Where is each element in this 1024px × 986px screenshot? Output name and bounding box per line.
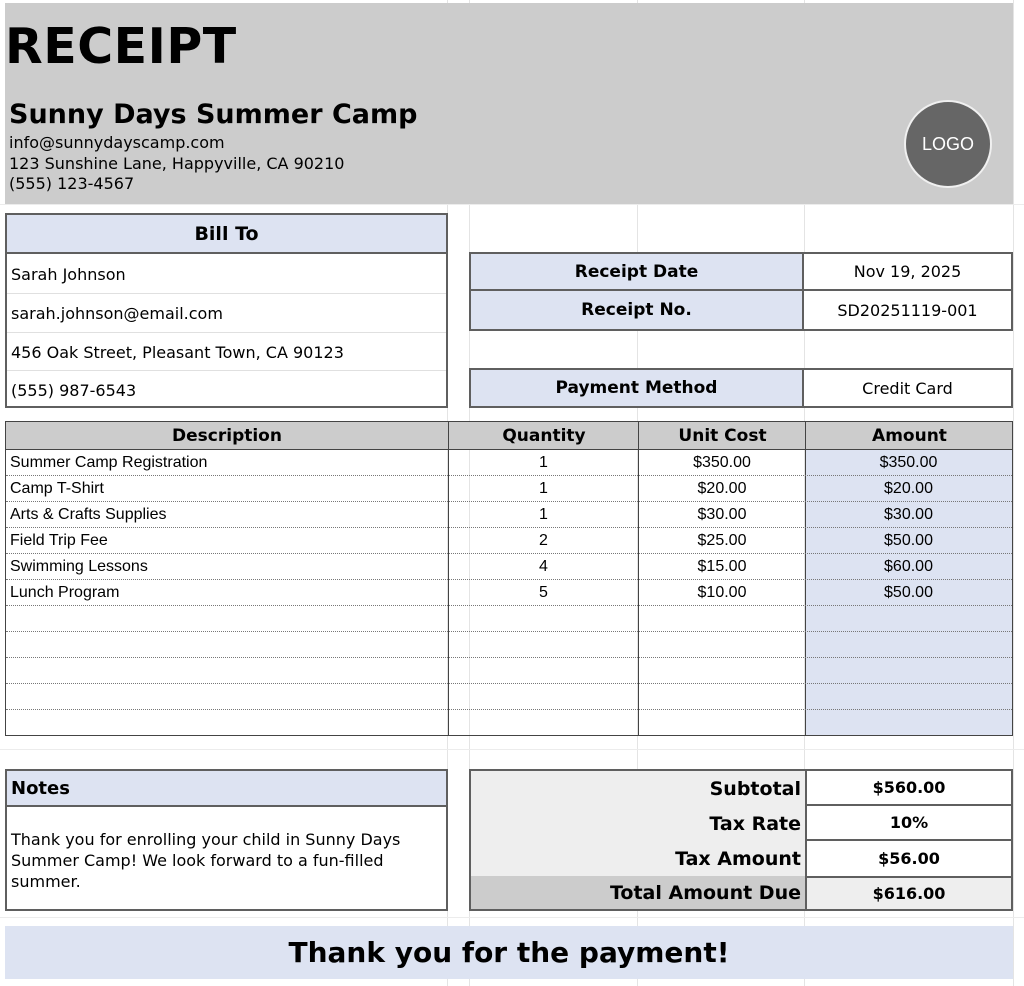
item-description: Swimming Lessons	[10, 557, 148, 575]
sheet-gridline	[0, 204, 1024, 205]
item-amount: $50.00	[884, 531, 933, 549]
bill-to-phone: (555) 987-6543	[7, 370, 446, 409]
company-phone: (555) 123-4567	[9, 174, 135, 193]
total-value: $616.00	[805, 876, 1011, 909]
tax-rate-label: Tax Rate	[471, 806, 805, 841]
table-row	[6, 450, 1012, 476]
item-unit-cost: $350.00	[693, 453, 751, 471]
summary-box	[469, 769, 1013, 911]
company-address: 123 Sunshine Lane, Happyville, CA 90210	[9, 154, 345, 173]
item-unit-cost: $20.00	[697, 479, 747, 497]
table-row-empty	[6, 684, 1012, 710]
item-description: Lunch Program	[10, 583, 120, 601]
items-table-body	[5, 450, 1013, 736]
item-unit-cost: $10.00	[697, 583, 747, 601]
column-header-quantity: Quantity	[448, 422, 639, 449]
table-row-empty	[6, 658, 1012, 684]
item-description: Arts & Crafts Supplies	[10, 505, 167, 523]
payment-method-value: Credit Card	[862, 378, 953, 398]
receipt-info-box	[469, 252, 1013, 331]
table-row	[6, 580, 1012, 606]
payment-method-label: Payment Method	[471, 370, 804, 406]
notes-label: Notes	[7, 771, 446, 807]
table-row-empty	[6, 632, 1012, 658]
table-row	[6, 502, 1012, 528]
item-quantity: 5	[539, 583, 548, 601]
item-unit-cost: $15.00	[697, 557, 747, 575]
table-row-empty	[6, 710, 1012, 736]
item-quantity: 2	[539, 531, 548, 549]
receipt-number-value: SD20251119-001	[837, 300, 978, 320]
item-amount: $20.00	[884, 479, 933, 497]
item-quantity: 1	[539, 453, 548, 471]
item-amount: $50.00	[884, 583, 933, 601]
item-amount: $60.00	[884, 557, 933, 575]
total-label: Total Amount Due	[471, 876, 805, 909]
receipt-number-label: Receipt No.	[471, 291, 804, 329]
company-email: info@sunnydayscamp.com	[9, 133, 225, 152]
logo-placeholder: LOGO	[904, 100, 992, 188]
bill-to-name: Sarah Johnson	[11, 264, 126, 284]
company-name: Sunny Days Summer Camp	[9, 99, 418, 130]
tax-amount-label: Tax Amount	[471, 841, 805, 876]
table-row	[6, 476, 1012, 502]
item-quantity: 1	[539, 479, 548, 497]
item-quantity: 4	[539, 557, 548, 575]
bill-to-label: Bill To	[7, 215, 446, 254]
bill-to-email: sarah.johnson@email.com	[7, 293, 446, 332]
items-table-header	[5, 421, 1013, 450]
receipt-date-value: Nov 19, 2025	[804, 254, 1011, 291]
subtotal-value: $560.00	[805, 771, 1011, 806]
table-row-empty	[6, 606, 1012, 632]
item-amount: $30.00	[884, 505, 933, 523]
tax-amount-value: $56.00	[805, 841, 1011, 876]
item-description: Field Trip Fee	[10, 531, 108, 549]
column-header-amount: Amount	[805, 422, 1013, 449]
receipt-title: RECEIPT	[5, 18, 237, 75]
subtotal-label: Subtotal	[471, 771, 805, 806]
item-amount: $350.00	[879, 453, 938, 471]
receipt-date-label: Receipt Date	[471, 254, 804, 291]
payment-method-box	[469, 368, 1013, 408]
bill-to-section	[5, 213, 448, 408]
item-unit-cost: $25.00	[697, 531, 747, 549]
notes-text: Thank you for enrolling your child in Sunny Days Summer Camp! We look forward to a fun-filled summer.	[11, 830, 401, 891]
column-header-description: Description	[172, 425, 282, 446]
sheet-gridline	[1013, 0, 1014, 986]
sheet-gridline	[0, 749, 1024, 750]
item-description: Summer Camp Registration	[10, 453, 208, 471]
notes-section	[5, 769, 448, 911]
column-header-unit-cost: Unit Cost	[638, 422, 806, 449]
table-row	[6, 528, 1012, 554]
thank-you-message: Thank you for the payment!	[5, 926, 1013, 979]
bill-to-address: 456 Oak Street, Pleasant Town, CA 90123	[7, 332, 446, 371]
tax-rate-value: 10%	[805, 806, 1011, 841]
sheet-gridline	[0, 917, 1024, 918]
item-quantity: 1	[539, 505, 548, 523]
item-unit-cost: $30.00	[697, 505, 747, 523]
table-row	[6, 554, 1012, 580]
item-description: Camp T-Shirt	[10, 479, 104, 497]
